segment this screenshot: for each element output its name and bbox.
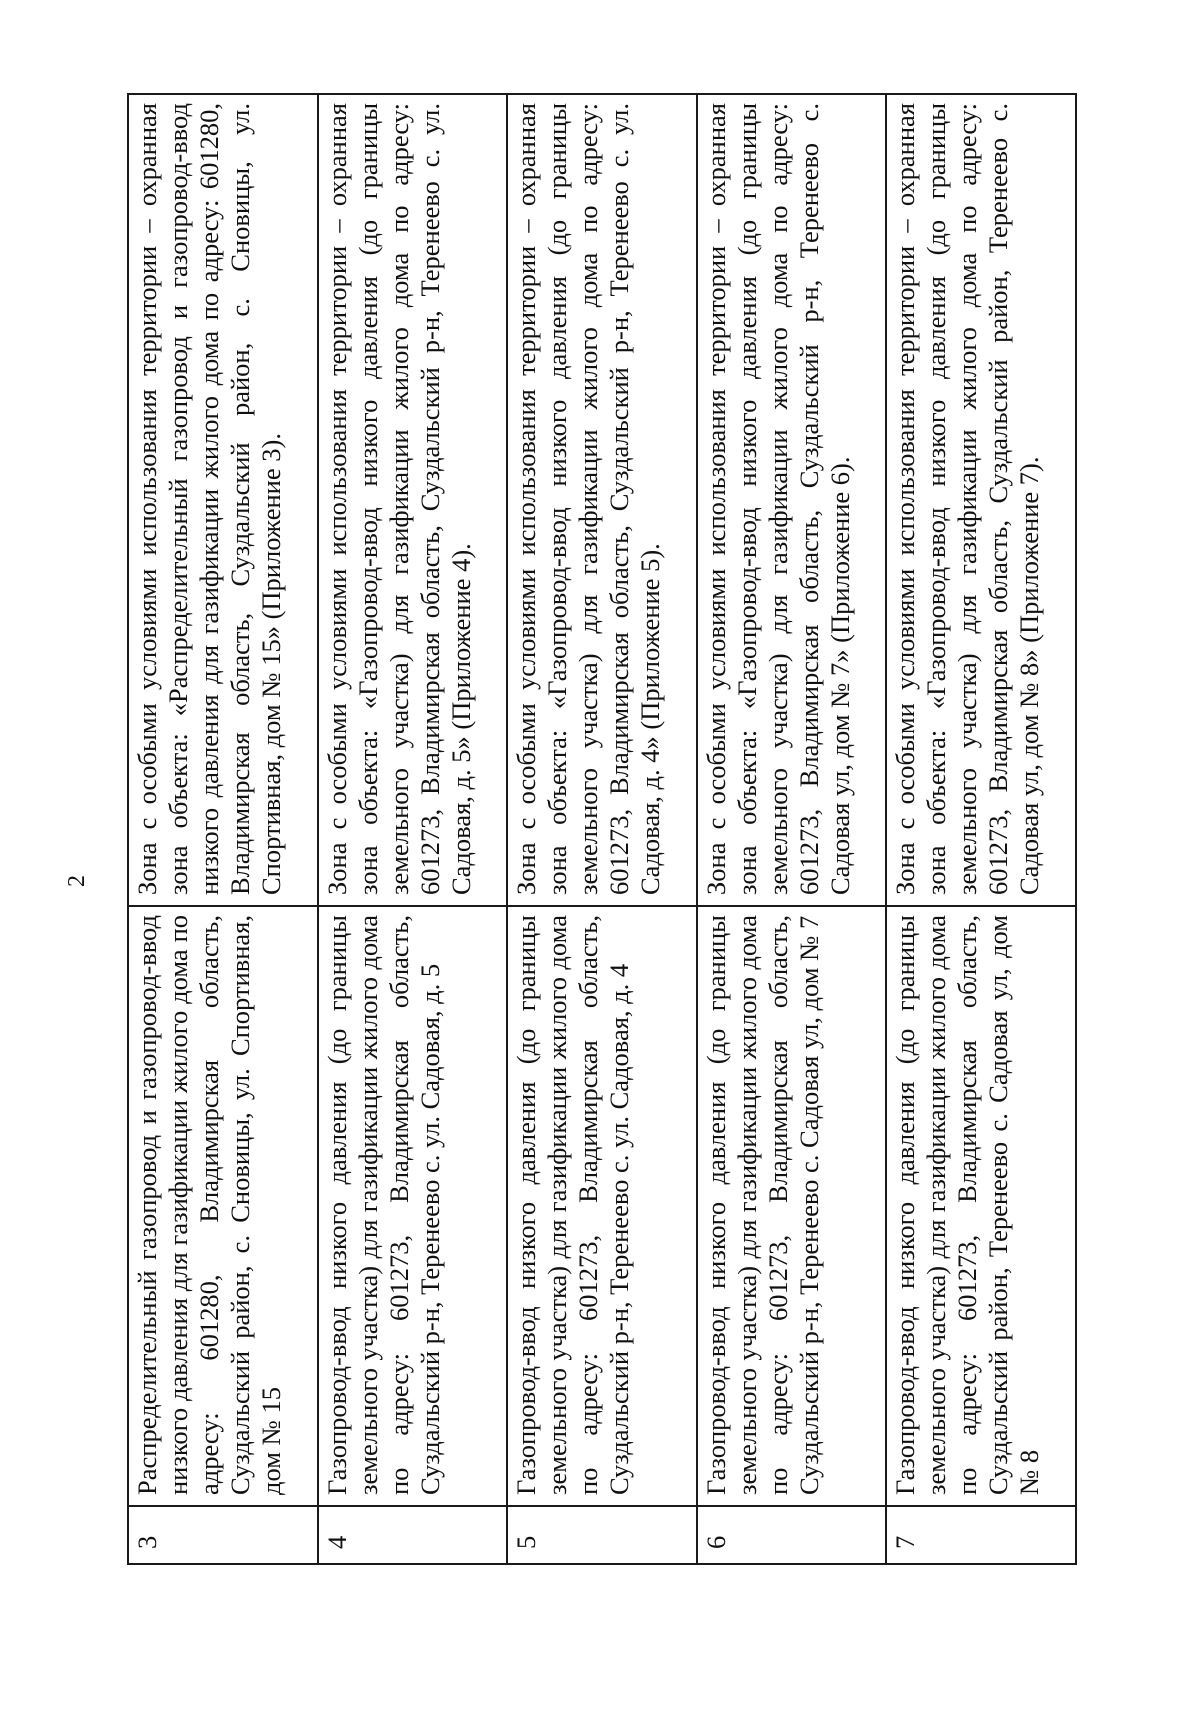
object-description: Распределительный газопровод и газопровод-ввод низкого давления для газификации жилого дома по адресу: 601280, Владимирская область, Суздальский район, с. Сновицы, ул. Спортивная, дом № 15 [128,906,318,1506]
table-row [507,94,697,1564]
row-number: 7 [886,1506,1076,1564]
object-description: Газопровод-ввод низкого давления (до границы земельного участка) для газификации жилого дома по адресу: 601273, Владимирская область, Суздальский р-н, Теренеево с. ул. Садовая, д. 5 [318,906,508,1506]
object-description: Газопровод-ввод низкого давления (до границы земельного участка) для газификации жилого дома по адресу: 601273, Владимирская область, Суздальский р-н, Теренеево с. Садовая ул, дом № 7 [697,906,887,1506]
table-container [127,95,1077,1565]
zone-description: Зона с особыми условиями использования территории – охранная зона объекта: «Газопровод-ввод низкого давления (до границы земельного участка) для газификации жилого дома по адресу: 601273, Владимирская область, Суздальский район, Теренеево с. Садовая ул, дом № 8» (Приложение 7). [886,94,1076,906]
row-number: 3 [128,1506,318,1564]
row-number: 5 [507,1506,697,1564]
zone-description: Зона с особыми условиями использования территории – охранная зона объекта: «Газопровод-ввод низкого давления (до границы земельного участка) для газификации жилого дома по адресу: 601273, Владимирская область, Суздальский р-н, Теренеево с. ул. Садовая, д. 5» (Приложение 4). [318,94,508,906]
zone-description: Зона с особыми условиями использования территории – охранная зона объекта: «Газопровод-ввод низкого давления (до границы земельного участка) для газификации жилого дома по адресу: 601273, Владимирская область, Суздальский р-н, Теренеево с. Садовая ул, дом № 7» (Приложение 6). [697,94,887,906]
table-row [318,94,508,1564]
row-number: 4 [318,1506,508,1564]
object-description: Газопровод-ввод низкого давления (до границы земельного участка) для газификации жилого дома по адресу: 601273, Владимирская область, Суздальский р-н, Теренеево с. ул. Садовая, д. 4 [507,906,697,1506]
table-row [697,94,887,1564]
table-row [886,94,1076,1564]
page-number: 2 [64,875,90,887]
row-number: 6 [697,1506,887,1564]
zone-description: Зона с особыми условиями использования территории – охранная зона объекта: «Газопровод-ввод низкого давления (до границы земельного участка) для газификации жилого дома по адресу: 601273, Владимирская область, Суздальский р-н, Теренеево с. ул. Садовая, д. 4» (Приложение 5). [507,94,697,906]
zones-table [127,93,1077,1565]
table-row [128,94,318,1564]
object-description: Газопровод-ввод низкого давления (до границы земельного участка) для газификации жилого дома по адресу: 601273, Владимирская область, Суздальский район, Теренеево с. Садовая ул, дом № 8 [886,906,1076,1506]
zone-description: Зона с особыми условиями использования территории – охранная зона объекта: «Распределительный газопровод и газопровод-ввод низкого давления для газификации жилого дома по адресу: 601280, Владимирская область, Суздальский район, с. Сновицы, ул. Спортивная, дом № 15» (Приложение 3). [128,94,318,906]
